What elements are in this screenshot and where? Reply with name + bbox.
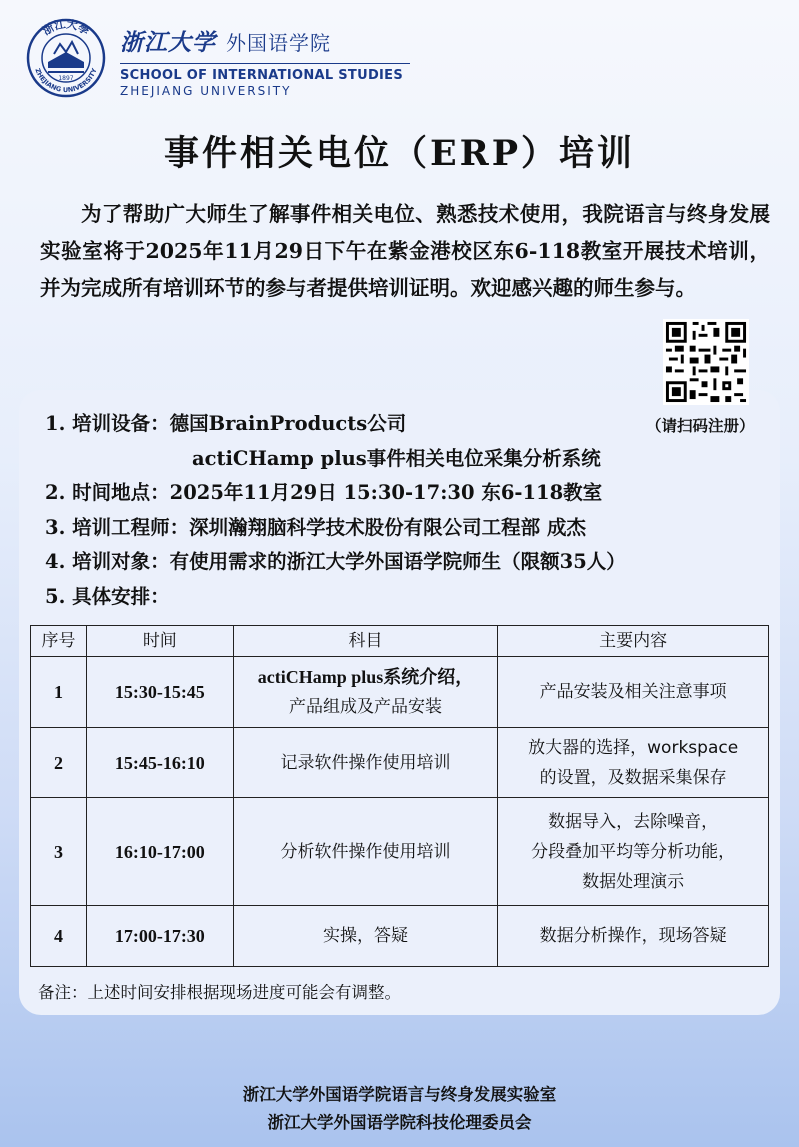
header-cell-content: 主要内容 xyxy=(498,626,769,657)
info-time-label: 2. 时间地点： xyxy=(45,481,170,504)
info-engineer-label: 3. 培训工程师： xyxy=(45,515,190,539)
row-content-line: 数据处理演示 xyxy=(582,871,685,892)
row-subject xyxy=(233,798,498,906)
row-content-line: 分段叠加平均等分析功能， xyxy=(531,841,736,862)
row-number: 3 xyxy=(31,798,87,906)
page-title: 事件相关电位（ERP）培训 xyxy=(163,133,636,174)
registration-qr-code[interactable] xyxy=(663,319,749,405)
footer-organizer-lab: 浙江大学外国语学院语言与终身发展实验室 xyxy=(242,1085,557,1104)
header-cell-subject: 科目 xyxy=(233,626,498,657)
info-engineer xyxy=(45,511,626,546)
row-content xyxy=(498,657,769,728)
row-time: 17:00-17:30 xyxy=(86,906,233,967)
row-subject-line: 实操，答疑 xyxy=(323,926,409,946)
seal-text-en: ZHEJIANG UNIVERSITY xyxy=(33,67,99,95)
info-audience xyxy=(45,545,626,580)
brand-school-cn: 外国语学院 xyxy=(226,31,331,55)
seal-year: 1897 xyxy=(58,75,74,82)
row-content-line: 数据导入，去除噪音， xyxy=(548,811,719,832)
brand-university-en: ZHEJIANG UNIVERSITY xyxy=(120,84,292,98)
schedule-note: 备注：上述时间安排根据现场进度可能会有调整。 xyxy=(38,983,401,1002)
row-number: 1 xyxy=(31,657,87,728)
intro-paragraph: 为了帮助广大师生了解事件相关电位、熟悉技术使用，我院语言与终身发展实验室将于2025年11月29日下午在紫金港校区东6-118教室开展技术培训，并为完成所有培训环节的参与者提供培训证明。欢迎感兴趣的师生参与。 xyxy=(40,202,770,300)
school-brand xyxy=(120,24,410,98)
row-time: 15:45-16:10 xyxy=(86,728,233,798)
row-subject-line: 产品组成及产品安装 xyxy=(289,697,443,717)
table-row xyxy=(31,728,769,798)
row-content xyxy=(498,906,769,967)
footer-organizers xyxy=(0,1081,799,1137)
row-time: 16:10-17:00 xyxy=(86,798,233,906)
table-header-row xyxy=(31,626,769,657)
info-schedule-label: 5. 具体安排： xyxy=(45,584,170,608)
header-cell-time: 时间 xyxy=(86,626,233,657)
info-time-value: 2025年11月29日 15:30-17:30 东6-118教室 xyxy=(169,481,603,504)
info-equipment-value: 德国BrainProducts公司 xyxy=(169,412,407,435)
row-content xyxy=(498,798,769,906)
row-subject xyxy=(233,657,498,728)
row-content-line: 产品安装及相关注意事项 xyxy=(539,682,727,702)
row-subject-line: actiCHamp plus系统介绍， xyxy=(257,667,474,687)
brand-school-en: SCHOOL OF INTERNATIONAL STUDIES xyxy=(120,63,410,83)
seal-text-cn: 浙江大學 xyxy=(40,18,92,38)
qr-caption: （请扫码注册） xyxy=(646,416,755,435)
row-number: 4 xyxy=(31,906,87,967)
info-time xyxy=(45,476,626,511)
footer-organizer-committee: 浙江大学外国语学院科技伦理委员会 xyxy=(267,1113,532,1132)
table-row xyxy=(31,906,769,967)
info-audience-label: 4. 培训对象： xyxy=(45,550,170,573)
row-content-line: 的设置，及数据采集保存 xyxy=(539,767,727,788)
info-equipment-value-2: actiCHamp plus事件相关电位采集分析系统 xyxy=(192,446,601,470)
row-number: 2 xyxy=(31,728,87,798)
row-time: 15:30-15:45 xyxy=(86,657,233,728)
row-content xyxy=(498,728,769,798)
row-subject xyxy=(233,906,498,967)
header xyxy=(26,18,406,100)
info-engineer-value: 深圳瀚翔脑科学技术股份有限公司工程部 成杰 xyxy=(189,515,586,539)
training-info-list xyxy=(45,407,626,614)
brand-university-cn: 浙江大学 xyxy=(120,29,216,56)
table-row xyxy=(31,657,769,728)
info-equipment xyxy=(45,407,626,442)
schedule-table xyxy=(30,625,769,967)
university-seal-logo xyxy=(26,18,106,98)
info-equipment-label: 1. 培训设备： xyxy=(45,412,170,435)
row-subject-line: 分析软件操作使用培训 xyxy=(280,841,451,862)
row-content-line: 放大器的选择，workspace xyxy=(528,737,739,758)
row-subject xyxy=(233,728,498,798)
info-audience-value: 有使用需求的浙江大学外国语学院师生（限额35人） xyxy=(169,550,626,573)
table-row xyxy=(31,798,769,906)
header-cell-number: 序号 xyxy=(31,626,87,657)
row-subject-line: 记录软件操作使用培训 xyxy=(280,752,451,773)
row-content-line: 数据分析操作，现场答疑 xyxy=(539,926,727,946)
